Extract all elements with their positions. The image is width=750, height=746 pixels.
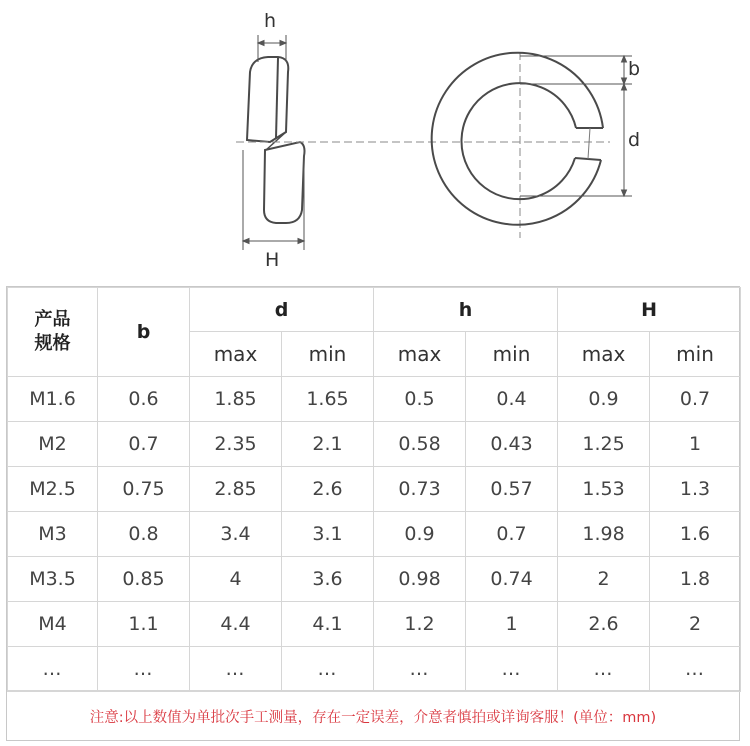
spec-table-container xyxy=(6,286,740,741)
d-group-header: d xyxy=(190,288,374,332)
table-cell: … xyxy=(98,647,190,692)
table-cell: 1.53 xyxy=(558,467,650,512)
table-cell: 0.4 xyxy=(466,377,558,422)
table-cell: 1.65 xyxy=(282,377,374,422)
table-cell: 1 xyxy=(466,602,558,647)
table-row xyxy=(8,422,741,467)
table-cell: 1.85 xyxy=(190,377,282,422)
H-group-header: H xyxy=(558,288,741,332)
table-cell: 1.2 xyxy=(374,602,466,647)
b-dimension xyxy=(520,56,632,84)
spec-table-body xyxy=(8,377,741,692)
table-cell: 3.4 xyxy=(190,512,282,557)
table-cell: … xyxy=(282,647,374,692)
table-cell: 2.6 xyxy=(282,467,374,512)
table-cell: 2.6 xyxy=(558,602,650,647)
table-cell: 2.1 xyxy=(282,422,374,467)
table-cell: 0.7 xyxy=(98,422,190,467)
d-label: d xyxy=(628,129,641,151)
b-header: b xyxy=(98,288,190,377)
table-cell: M1.6 xyxy=(8,377,98,422)
measurement-note: 注意:以上数值为单批次手工测量，存在一定误差，介意者慎拍或详询客服！(单位：mm) xyxy=(7,690,739,741)
table-cell: 1.3 xyxy=(650,467,741,512)
table-cell: 0.73 xyxy=(374,467,466,512)
side-view xyxy=(247,57,305,223)
table-cell: 0.58 xyxy=(374,422,466,467)
table-cell: 1.98 xyxy=(558,512,650,557)
d-dimension xyxy=(520,84,632,196)
table-cell: … xyxy=(466,647,558,692)
H-label: H xyxy=(265,249,280,271)
table-cell: 4 xyxy=(190,557,282,602)
table-cell: 2 xyxy=(558,557,650,602)
table-cell: M3 xyxy=(8,512,98,557)
table-row xyxy=(8,467,741,512)
h-min-header: min xyxy=(466,332,558,377)
table-row xyxy=(8,602,741,647)
table-row xyxy=(8,557,741,602)
table-cell: 0.5 xyxy=(374,377,466,422)
table-cell: M2 xyxy=(8,422,98,467)
table-cell: 1.6 xyxy=(650,512,741,557)
table-cell: M3.5 xyxy=(8,557,98,602)
table-cell: 0.75 xyxy=(98,467,190,512)
table-cell: 4.1 xyxy=(282,602,374,647)
table-cell: 0.8 xyxy=(98,512,190,557)
H-max-header: max xyxy=(558,332,650,377)
d-max-header: max xyxy=(190,332,282,377)
H-dimension xyxy=(243,150,304,250)
spec-header: 产品 规格 xyxy=(8,288,98,377)
table-cell: 3.1 xyxy=(282,512,374,557)
front-view xyxy=(432,53,603,225)
table-cell: … xyxy=(374,647,466,692)
table-cell: 0.7 xyxy=(466,512,558,557)
table-cell: 1 xyxy=(650,422,741,467)
table-cell: 1.1 xyxy=(98,602,190,647)
table-cell: … xyxy=(558,647,650,692)
spec-table xyxy=(7,287,741,692)
table-cell: … xyxy=(650,647,741,692)
h-max-header: max xyxy=(374,332,466,377)
table-cell: 0.85 xyxy=(98,557,190,602)
table-cell: 0.98 xyxy=(374,557,466,602)
h-group-header: h xyxy=(374,288,558,332)
table-cell: 0.7 xyxy=(650,377,741,422)
table-cell: 0.57 xyxy=(466,467,558,512)
table-cell: 2.85 xyxy=(190,467,282,512)
d-min-header: min xyxy=(282,332,374,377)
h-label: h xyxy=(264,10,277,32)
b-label: b xyxy=(628,58,641,80)
table-row xyxy=(8,512,741,557)
table-cell: … xyxy=(190,647,282,692)
table-cell: 0.9 xyxy=(558,377,650,422)
table-cell: 3.6 xyxy=(282,557,374,602)
table-cell: 0.43 xyxy=(466,422,558,467)
table-cell: 2.35 xyxy=(190,422,282,467)
table-cell: 0.6 xyxy=(98,377,190,422)
table-row xyxy=(8,377,741,422)
table-cell: M2.5 xyxy=(8,467,98,512)
table-cell: 1.8 xyxy=(650,557,741,602)
H-min-header: min xyxy=(650,332,741,377)
table-cell: 0.9 xyxy=(374,512,466,557)
washer-drawing xyxy=(0,0,750,285)
table-cell: 1.25 xyxy=(558,422,650,467)
table-cell: 4.4 xyxy=(190,602,282,647)
table-row xyxy=(8,647,741,692)
table-cell: … xyxy=(8,647,98,692)
table-cell: 2 xyxy=(650,602,741,647)
table-cell: M4 xyxy=(8,602,98,647)
table-cell: 0.74 xyxy=(466,557,558,602)
